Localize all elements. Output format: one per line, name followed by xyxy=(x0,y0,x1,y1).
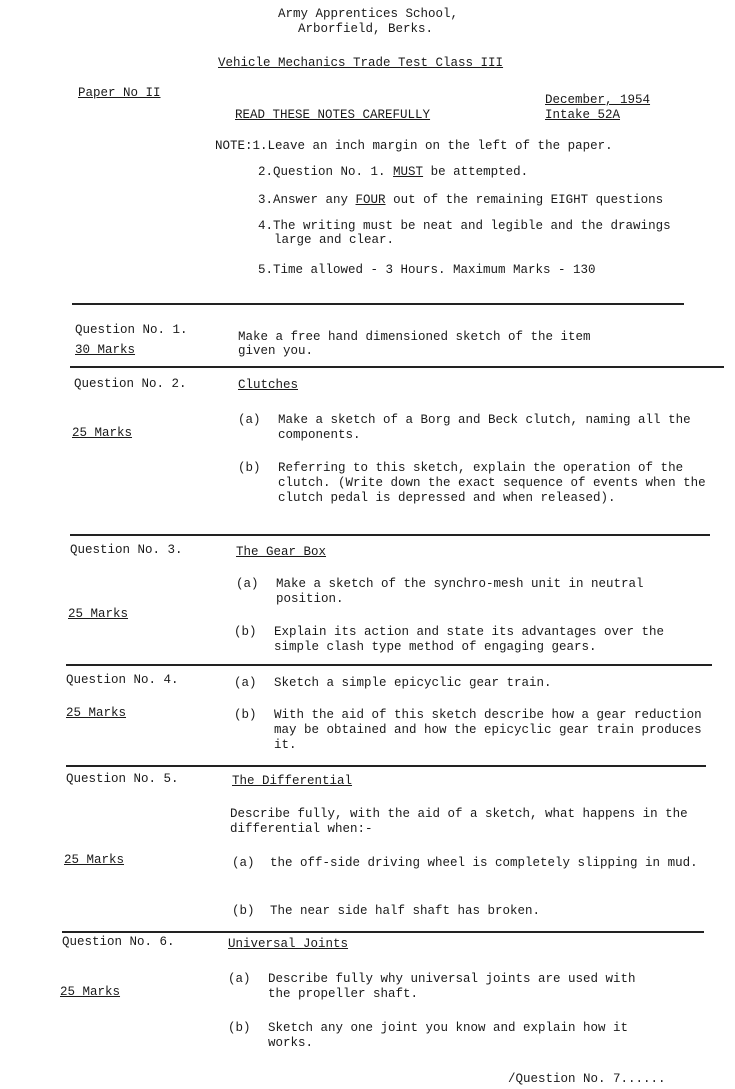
divider xyxy=(72,303,684,305)
exam-date: December, 1954 xyxy=(545,93,651,107)
question-2-part-a: (a) Make a sketch of a Borg and Beck clutch, naming all the components. xyxy=(238,413,691,442)
question-4-part-a: (a) Sketch a simple epicyclic gear train. xyxy=(234,676,552,690)
school-name: Army Apprentices School, xyxy=(278,7,459,21)
question-6-topic: Universal Joints xyxy=(228,937,349,951)
question-3-part-a: (a) Make a sketch of the synchro-mesh unit in neutral position. xyxy=(236,577,644,606)
divider xyxy=(66,664,712,666)
question-5-topic: The Differential xyxy=(232,774,353,788)
note-5: 5.Time allowed - 3 Hours. Maximum Marks - 130 xyxy=(258,263,596,277)
question-2-part-b: (b) Referring to this sketch, explain the operation of the clutch. (Write down the exact sequence of events when the clutch pedal is depressed and when released). xyxy=(238,461,706,505)
divider xyxy=(62,931,704,933)
question-2-topic: Clutches xyxy=(238,378,299,392)
document-title: Vehicle Mechanics Trade Test Class III xyxy=(218,56,504,70)
question-1-label: Question No. 1. xyxy=(75,323,188,337)
note-3: 3.Answer any FOUR out of the remaining EIGHT questions xyxy=(258,193,664,207)
school-location: Arborfield, Berks. xyxy=(298,22,434,36)
question-2-label: Question No. 2. xyxy=(74,377,187,391)
question-6-part-b: (b) Sketch any one joint you know and explain how it works. xyxy=(228,1021,629,1050)
divider xyxy=(66,765,706,767)
note-1: NOTE:1.Leave an inch margin on the left of the paper. xyxy=(215,139,613,153)
read-notes-heading: READ THESE NOTES CAREFULLY xyxy=(235,108,431,122)
question-3-label: Question No. 3. xyxy=(70,543,183,557)
question-6-label: Question No. 6. xyxy=(62,935,175,949)
question-2-marks: 25 Marks xyxy=(72,426,133,440)
question-3-part-b: (b) Explain its action and state its advantages over the simple clash type method of engaging gears. xyxy=(234,625,665,654)
note-2: 2.Question No. 1. MUST be attempted. xyxy=(258,165,529,179)
question-1-marks: 30 Marks xyxy=(75,343,136,357)
notes-label: NOTE: xyxy=(215,139,253,153)
question-4-part-b: (b) With the aid of this sketch describe how a gear reduction may be obtained and how the epicyclic gear train produces it. xyxy=(234,708,702,752)
continuation-note: /Question No. 7...... xyxy=(508,1072,666,1086)
paper-number: Paper No II xyxy=(78,86,161,100)
question-5-intro: Describe fully, with the aid of a sketch, what happens in the differential when:- xyxy=(230,807,688,836)
question-4-marks: 25 Marks xyxy=(66,706,127,720)
divider xyxy=(70,366,724,368)
intake-code: Intake 52A xyxy=(545,108,621,122)
divider xyxy=(70,534,710,536)
question-5-part-b: (b) The near side half shaft has broken. xyxy=(232,904,541,918)
question-6-marks: 25 Marks xyxy=(60,985,121,999)
question-3-marks: 25 Marks xyxy=(68,607,129,621)
question-6-part-a: (a) Describe fully why universal joints are used with the propeller shaft. xyxy=(228,972,636,1001)
question-1-text: Make a free hand dimensioned sketch of the item given you. xyxy=(238,330,591,358)
question-5-part-a: (a) the off-side driving wheel is completely slipping in mud. xyxy=(232,856,698,870)
question-3-topic: The Gear Box xyxy=(236,545,327,559)
question-5-marks: 25 Marks xyxy=(64,853,125,867)
question-5-label: Question No. 5. xyxy=(66,772,179,786)
question-4-label: Question No. 4. xyxy=(66,673,179,687)
note-4: 4.The writing must be neat and legible and the drawings large and clear. xyxy=(258,219,671,247)
